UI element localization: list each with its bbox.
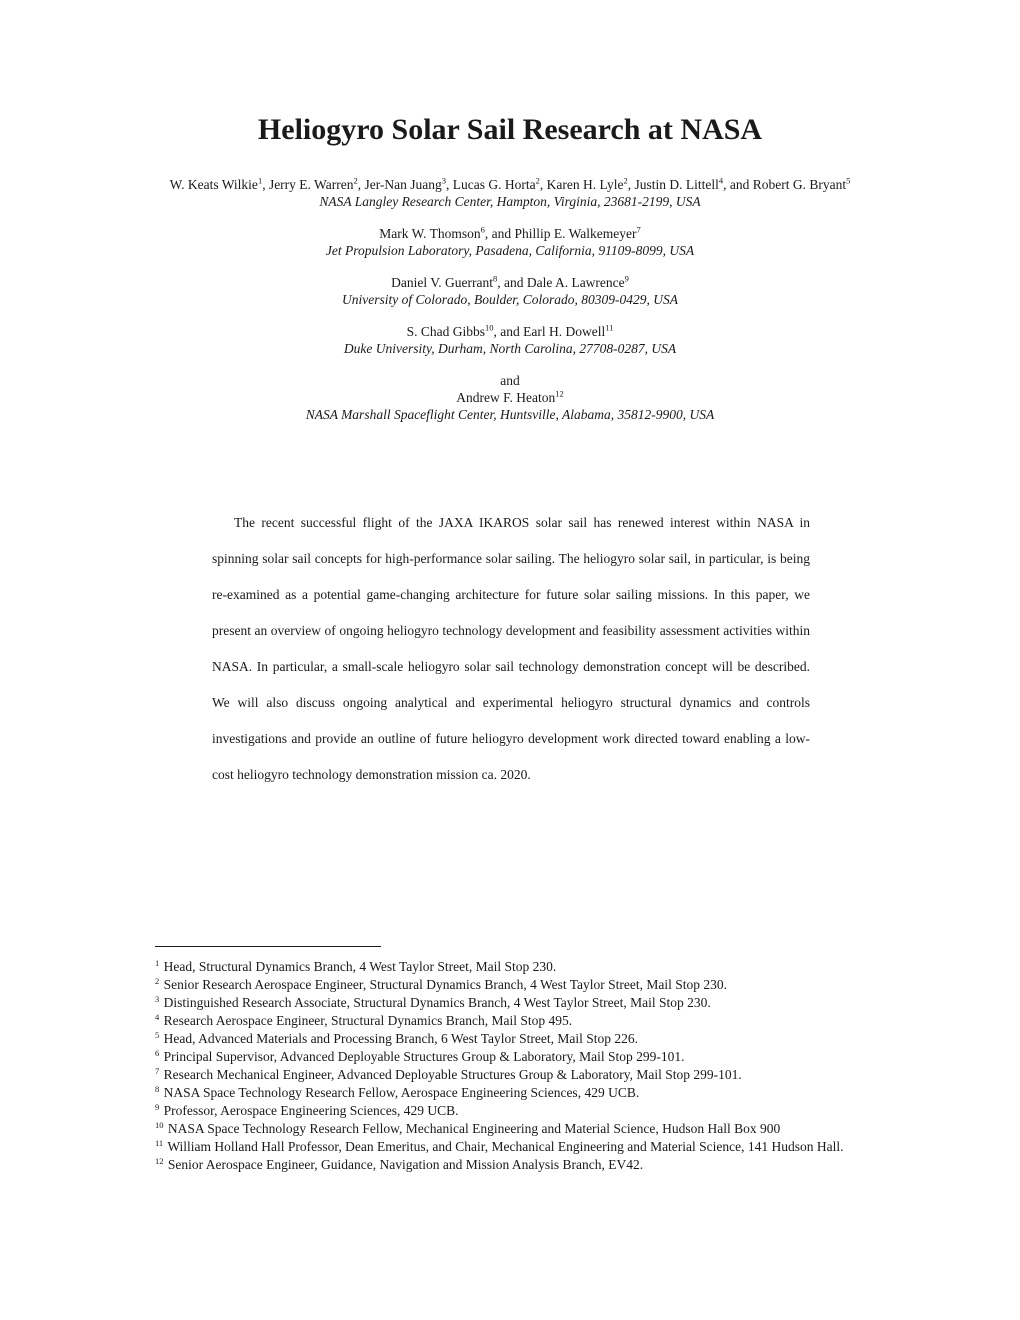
footnote-text: NASA Space Technology Research Fellow, Mechanical Engineering and Material Science, Hudson Hall Box 900 bbox=[167, 1121, 781, 1136]
author-name: Dale A. Lawrence bbox=[526, 275, 625, 290]
author bbox=[527, 274, 629, 291]
author-separator: , bbox=[446, 177, 453, 192]
footnote-number: 6 bbox=[155, 1047, 160, 1058]
author bbox=[269, 176, 358, 193]
author-separator: , and bbox=[497, 275, 527, 290]
author-footnote-mark: 11 bbox=[605, 322, 614, 333]
footnote-text: Head, Advanced Materials and Processing Branch, 6 West Taylor Street, Mail Stop 226. bbox=[163, 1031, 638, 1046]
author-names bbox=[140, 323, 880, 340]
author bbox=[523, 323, 613, 340]
author bbox=[379, 225, 485, 242]
footnote-number: 12 bbox=[155, 1155, 164, 1166]
author-footnote-mark: 7 bbox=[636, 224, 641, 235]
affiliation: University of Colorado, Boulder, Colorado, 80309-0429, USA bbox=[342, 292, 678, 307]
author-group bbox=[140, 372, 880, 423]
footnote-text: Professor, Aerospace Engineering Sciences, 429 UCB. bbox=[163, 1103, 459, 1118]
author bbox=[364, 176, 446, 193]
author-name: Justin D. Littell bbox=[634, 177, 719, 192]
author-group bbox=[140, 225, 880, 259]
footnote bbox=[155, 1030, 867, 1048]
affiliation: NASA Marshall Spaceflight Center, Huntsville, Alabama, 35812-9900, USA bbox=[305, 407, 715, 422]
footnote-number: 4 bbox=[155, 1011, 160, 1022]
footnote-number: 9 bbox=[155, 1101, 160, 1112]
author-footnote-mark: 12 bbox=[555, 388, 564, 399]
author-name: S. Chad Gibbs bbox=[406, 324, 485, 339]
author-footnote-mark: 2 bbox=[623, 175, 628, 186]
author-separator: , and bbox=[723, 177, 753, 192]
footnotes bbox=[155, 958, 867, 1174]
footnote bbox=[155, 1138, 867, 1156]
author-name: Lucas G. Horta bbox=[452, 177, 536, 192]
footnote-number: 5 bbox=[155, 1029, 160, 1040]
author-names bbox=[140, 225, 880, 242]
author-footnote-mark: 3 bbox=[441, 175, 447, 186]
author-footnote-mark: 4 bbox=[718, 175, 724, 186]
footnote bbox=[155, 1120, 867, 1138]
author bbox=[170, 176, 263, 193]
footnote bbox=[155, 1084, 867, 1102]
affiliation: Jet Propulsion Laboratory, Pasadena, California, 91109-8099, USA bbox=[325, 243, 695, 258]
footnote-number: 3 bbox=[155, 993, 160, 1004]
footnote bbox=[155, 1048, 867, 1066]
author-footnote-mark: 6 bbox=[480, 224, 485, 235]
footnote-text: William Holland Hall Professor, Dean Emeritus, and Chair, Mechanical Engineering and Material Science, 141 Hudson Hall. bbox=[167, 1139, 844, 1154]
author-name: Daniel V. Guerrant bbox=[391, 275, 493, 290]
footnote bbox=[155, 1066, 867, 1084]
author-name: Andrew F. Heaton bbox=[456, 390, 556, 405]
author-name: Jerry E. Warren bbox=[268, 177, 354, 192]
footnote-text: Senior Research Aerospace Engineer, Structural Dynamics Branch, 4 West Taylor Street, Mail Stop 230. bbox=[163, 977, 728, 992]
footnote-number: 11 bbox=[155, 1137, 164, 1148]
footnote-number: 8 bbox=[155, 1083, 160, 1094]
footnote-number: 7 bbox=[155, 1065, 160, 1076]
footnote bbox=[155, 1102, 867, 1120]
author-separator: , and bbox=[484, 226, 515, 241]
author-footnote-mark: 2 bbox=[353, 175, 358, 186]
author bbox=[515, 225, 641, 242]
author-group bbox=[140, 274, 880, 308]
footnote-divider bbox=[155, 946, 381, 947]
footnote-number: 2 bbox=[155, 975, 160, 986]
footnote bbox=[155, 1012, 867, 1030]
author-names bbox=[140, 176, 880, 193]
author-footnote-mark: 9 bbox=[624, 273, 629, 284]
author-names bbox=[140, 389, 880, 406]
author bbox=[453, 176, 540, 193]
author-separator: , bbox=[357, 177, 365, 192]
author-separator: , bbox=[627, 177, 635, 192]
author-footnote-mark: 2 bbox=[535, 175, 540, 186]
author-names bbox=[140, 274, 880, 291]
footnote bbox=[155, 994, 867, 1012]
footnote-text: Head, Structural Dynamics Branch, 4 West Taylor Street, Mail Stop 230. bbox=[163, 959, 557, 974]
footnote-text: Senior Aerospace Engineer, Guidance, Navigation and Mission Analysis Branch, EV42. bbox=[167, 1157, 644, 1172]
author bbox=[753, 176, 851, 193]
footnote bbox=[155, 1156, 867, 1174]
author-group bbox=[140, 323, 880, 357]
author-separator: , bbox=[539, 177, 547, 192]
and-connector: and bbox=[500, 373, 520, 388]
author-block bbox=[140, 176, 880, 438]
footnote-text: NASA Space Technology Research Fellow, Aerospace Engineering Sciences, 429 UCB. bbox=[163, 1085, 640, 1100]
author-name: Jer-Nan Juang bbox=[364, 177, 442, 192]
paper-title: Heliogyro Solar Sail Research at NASA bbox=[257, 113, 763, 146]
footnote-text: Distinguished Research Associate, Structural Dynamics Branch, 4 West Taylor Street, Mail Stop 230. bbox=[163, 995, 711, 1010]
author bbox=[547, 176, 628, 193]
author bbox=[407, 323, 494, 340]
footnote-number: 1 bbox=[155, 957, 160, 968]
author-footnote-mark: 1 bbox=[257, 175, 263, 186]
author-separator: , and bbox=[493, 324, 524, 339]
author-name: Robert G. Bryant bbox=[752, 177, 847, 192]
footnote-number: 10 bbox=[155, 1119, 164, 1130]
affiliation: NASA Langley Research Center, Hampton, Virginia, 23681-2199, USA bbox=[319, 194, 701, 209]
author-footnote-mark: 8 bbox=[492, 273, 498, 284]
author-separator: , bbox=[262, 177, 269, 192]
author bbox=[456, 389, 564, 406]
author-name: Earl H. Dowell bbox=[523, 324, 606, 339]
abstract: The recent successful flight of the JAXA IKAROS solar sail has renewed interest within NASA in spinning solar sail concepts for high-performance solar sailing. The heliogyro solar sail, in particular, is being re-examined as a potential game-changing architecture for future solar sailing missions. In this paper, we present an overview of ongoing heliogyro technology development and feasibility assessment activities within NASA. In particular, a small-scale heliogyro solar sail technology demonstration concept will be described. We will also discuss ongoing analytical and experimental heliogyro structural dynamics and controls investigations and provide an outline of future heliogyro development work directed toward enabling a low-cost heliogyro technology demonstration mission ca. 2020. bbox=[212, 515, 810, 782]
footnote-text: Research Mechanical Engineer, Advanced Deployable Structures Group & Laboratory, Mail Stop 299-101. bbox=[163, 1067, 742, 1082]
author-group bbox=[140, 176, 880, 210]
author bbox=[391, 274, 497, 291]
footnote-text: Research Aerospace Engineer, Structural Dynamics Branch, Mail Stop 495. bbox=[163, 1013, 573, 1028]
footnote-text: Principal Supervisor, Advanced Deployable Structures Group & Laboratory, Mail Stop 299-101. bbox=[163, 1049, 685, 1064]
author-footnote-mark: 10 bbox=[484, 322, 494, 333]
author-name: Karen H. Lyle bbox=[546, 177, 624, 192]
author bbox=[635, 176, 724, 193]
author-name: Mark W. Thomson bbox=[379, 226, 481, 241]
author-name: W. Keats Wilkie bbox=[169, 177, 258, 192]
author-footnote-mark: 5 bbox=[846, 175, 851, 186]
affiliation: Duke University, Durham, North Carolina, 27708-0287, USA bbox=[343, 341, 677, 356]
footnote bbox=[155, 976, 867, 994]
author-name: Phillip E. Walkemeyer bbox=[514, 226, 637, 241]
footnote bbox=[155, 958, 867, 976]
